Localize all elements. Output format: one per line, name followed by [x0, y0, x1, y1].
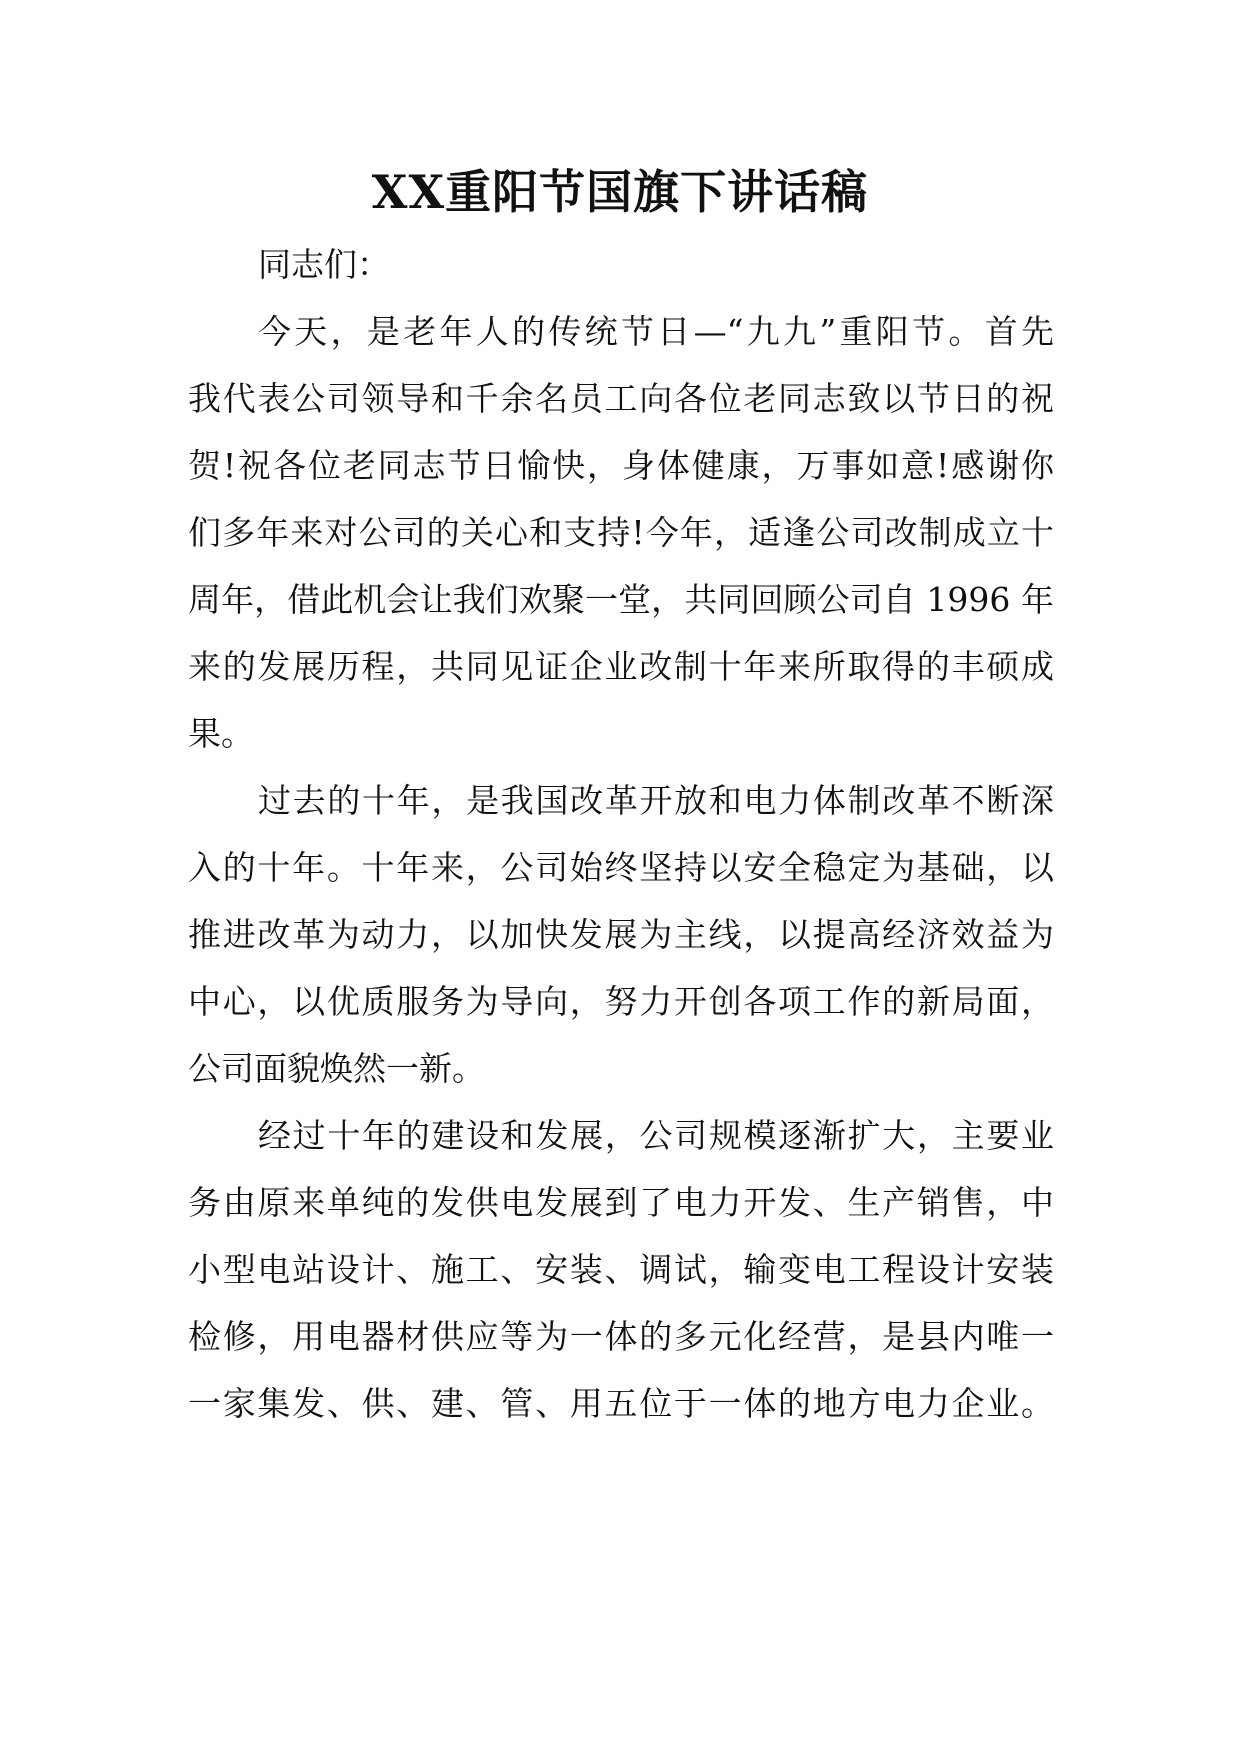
paragraph-line: 今天，是老年人的传统节日—“九九”重阳节。首先: [258, 312, 1054, 351]
document-title: XX重阳节国旗下讲话稿: [371, 165, 869, 219]
paragraph-line: 贺!祝各位老同志节日愉快，身体健康，万事如意!感谢你: [188, 446, 1054, 485]
paragraph-line: 推进改革为动力，以加快发展为主线，以提高经济效益为: [188, 915, 1054, 954]
paragraph-line: 小型电站设计、施工、安装、调试，输变电工程设计安装: [188, 1250, 1054, 1289]
paragraph-line: 中心，以优质服务为导向，努力开创各项工作的新局面，: [188, 982, 1054, 1021]
paragraph-line: 务由原来单纯的发供电发展到了电力开发、生产销售，中: [188, 1183, 1054, 1222]
paragraph-line: 过去的十年，是我国改革开放和电力体制改革不断深: [258, 781, 1054, 820]
paragraph-line: 周年，借此机会让我们欢聚一堂，共同回顾公司自 1996 年: [188, 580, 1054, 619]
paragraph-line: 一家集发、供、建、管、用五位于一体的地方电力企业。: [188, 1384, 1054, 1423]
paragraph-line: 来的发展历程，共同见证企业改制十年来所取得的丰硕成: [188, 647, 1054, 686]
paragraph-line: 们多年来对公司的关心和支持!今年，适逢公司改制成立十: [188, 513, 1054, 552]
paragraph-line: 经过十年的建设和发展，公司规模逐渐扩大，主要业: [258, 1116, 1054, 1155]
paragraph-line: 果。: [188, 714, 254, 753]
paragraph-line: 检修，用电器材供应等为一体的多元化经营，是县内唯一: [188, 1317, 1054, 1356]
paragraph-line: 我代表公司领导和千余名员工向各位老同志致以节日的祝: [188, 379, 1054, 418]
paragraph-line: 入的十年。十年来，公司始终坚持以安全稳定为基础，以: [188, 848, 1054, 887]
paragraph-line: 公司面貌焕然一新。: [188, 1049, 485, 1088]
salutation: 同志们：: [258, 245, 390, 284]
